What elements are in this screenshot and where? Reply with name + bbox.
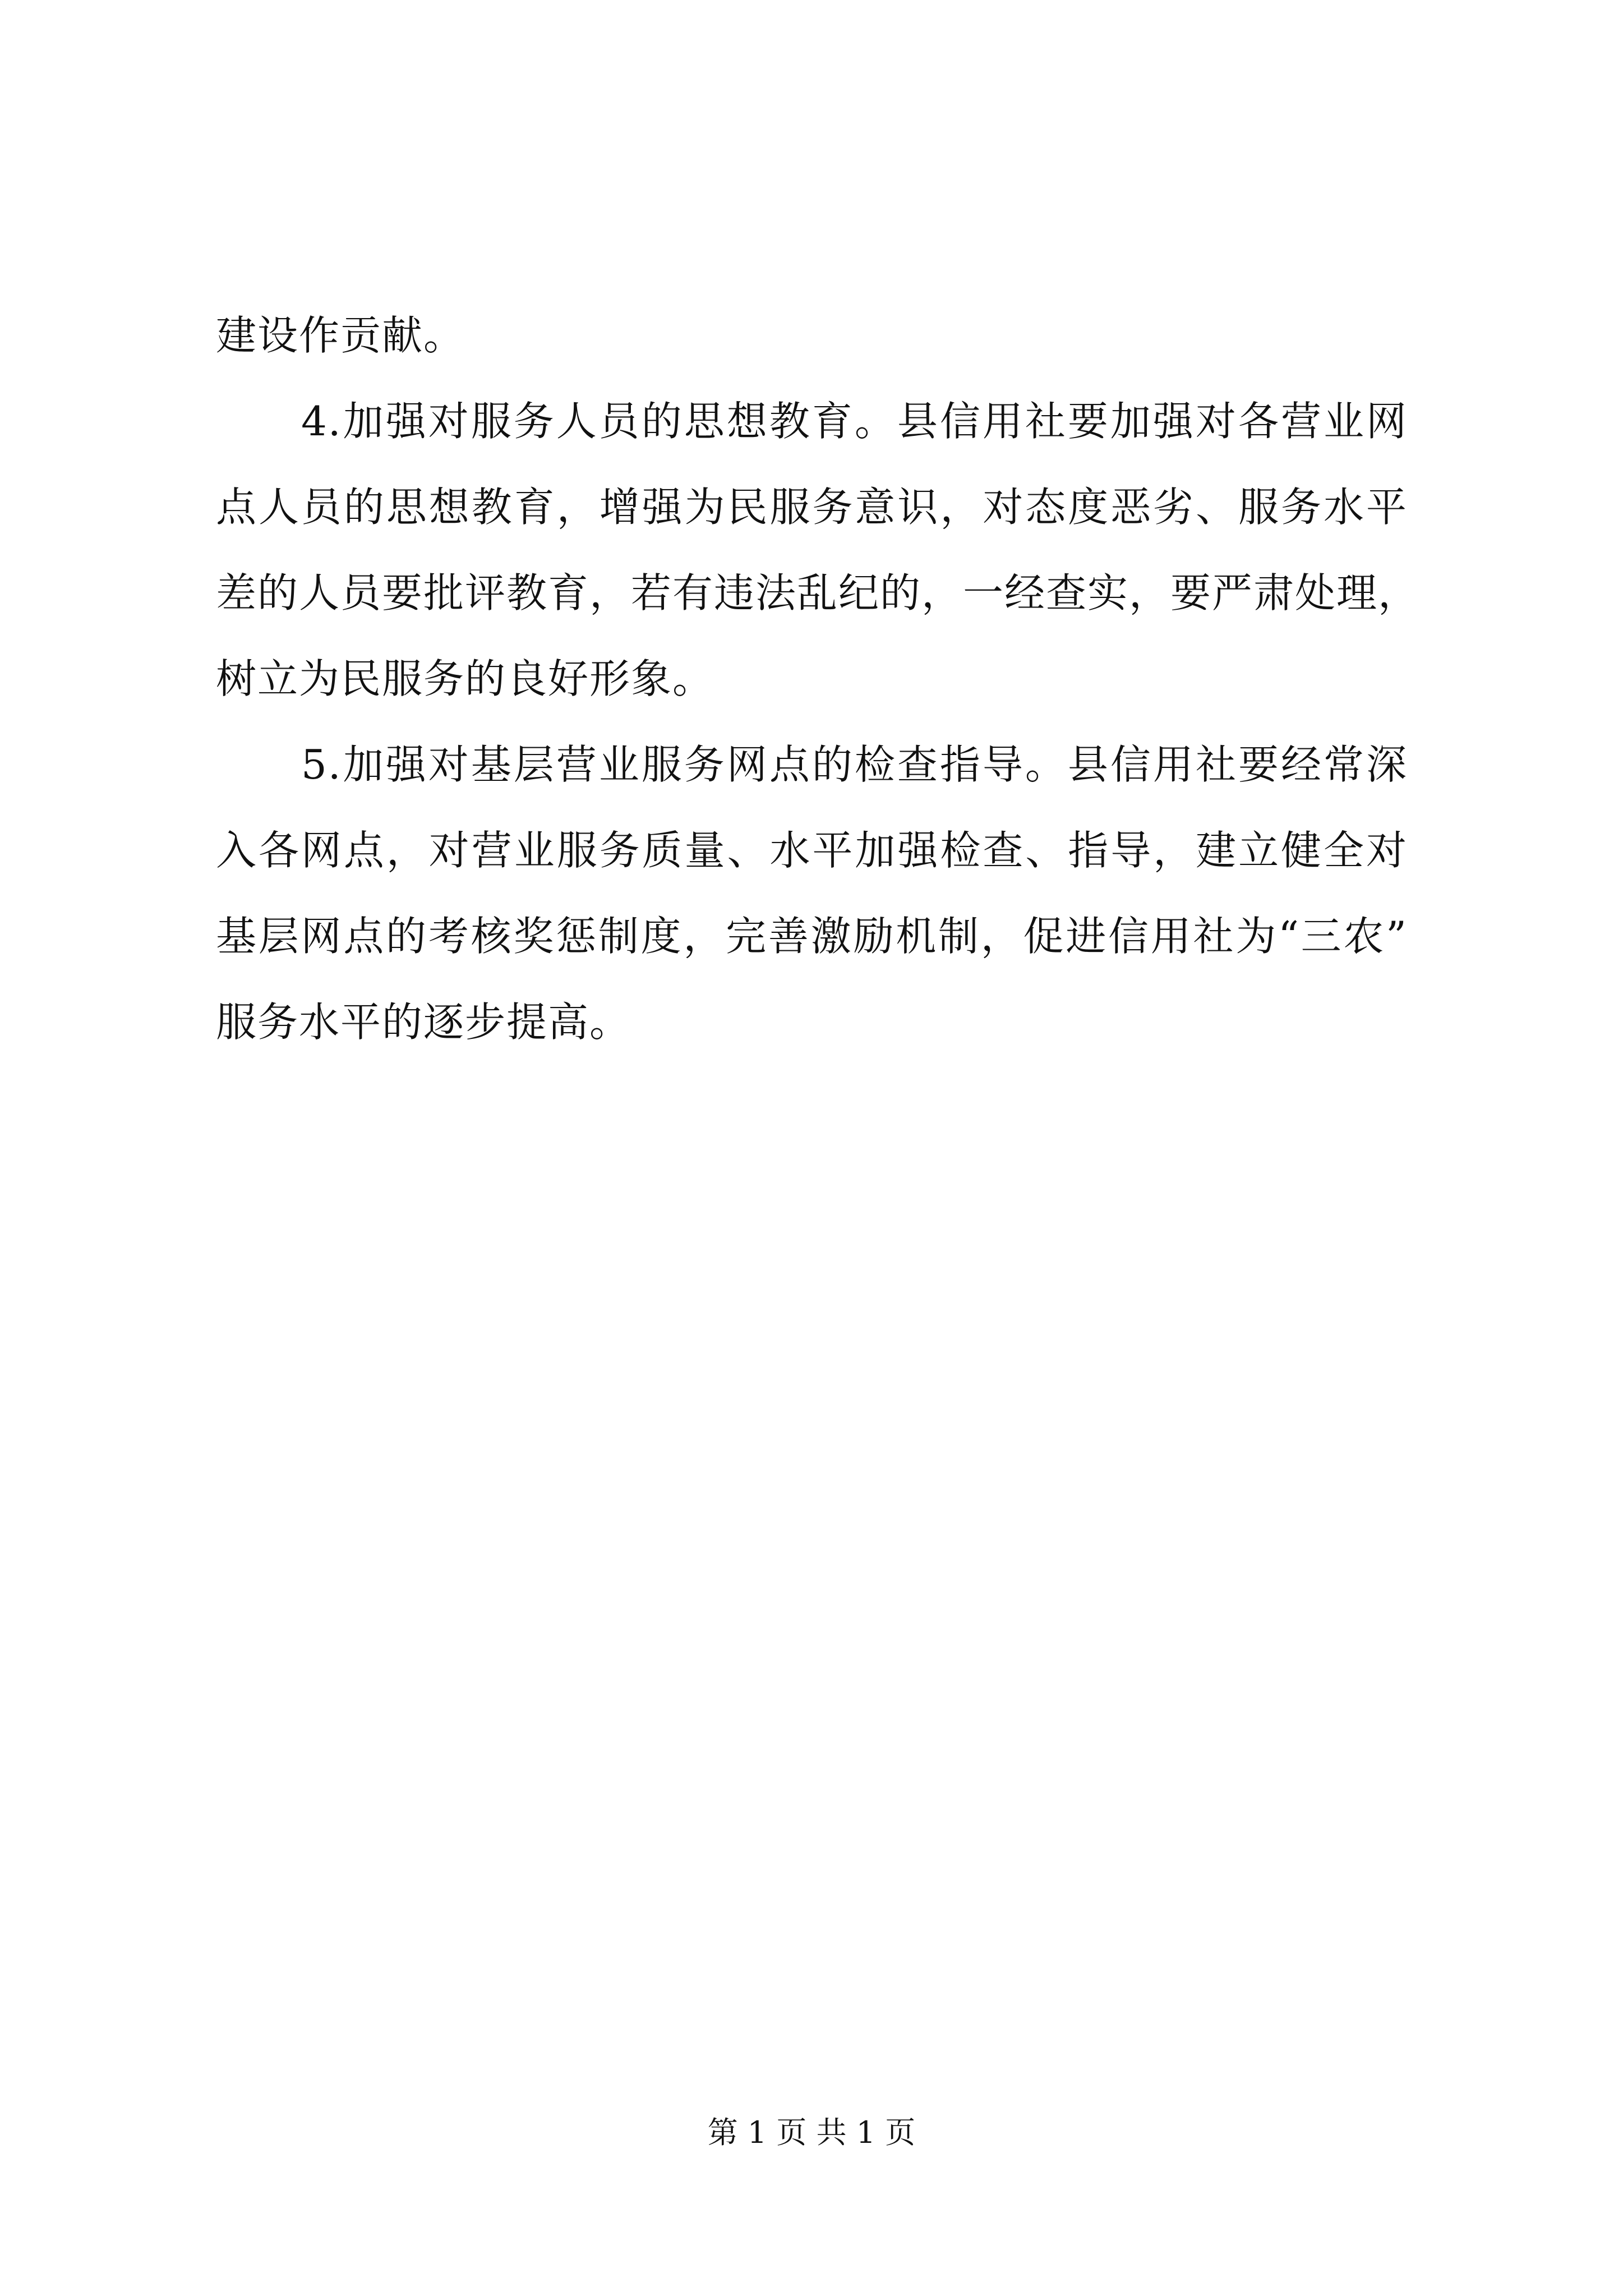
paragraph-5-line-2: 入各网点，对营业服务质量、水平加强检查、指导，建立健全对 (216, 827, 1408, 874)
paragraph-4-line-1: 4.加强对服务人员的思想教育。县信用社要加强对各营业网 (301, 398, 1408, 445)
paragraph-5-line-4: 服务水平的逐步提高。 (216, 999, 631, 1046)
paragraph-4-line-3: 差的人员要批评教育，若有违法乱纪的，一经查实，要严肃处理， (216, 569, 1420, 616)
paragraph-5-line-1: 5.加强对基层营业服务网点的检查指导。县信用社要经常深 (301, 741, 1408, 788)
paragraph-5-line-3: 基层网点的考核奖惩制度，完善激励机制，促进信用社为“三农” (216, 913, 1408, 960)
page-number-footer: 第 1 页 共 1 页 (707, 2115, 916, 2150)
paragraph-4-line-4: 树立为民服务的良好形象。 (216, 655, 714, 702)
paragraph-4-line-2: 点人员的思想教育，增强为民服务意识，对态度恶劣、服务水平 (216, 484, 1408, 531)
text-line-1: 建设作贡献。 (216, 312, 465, 359)
